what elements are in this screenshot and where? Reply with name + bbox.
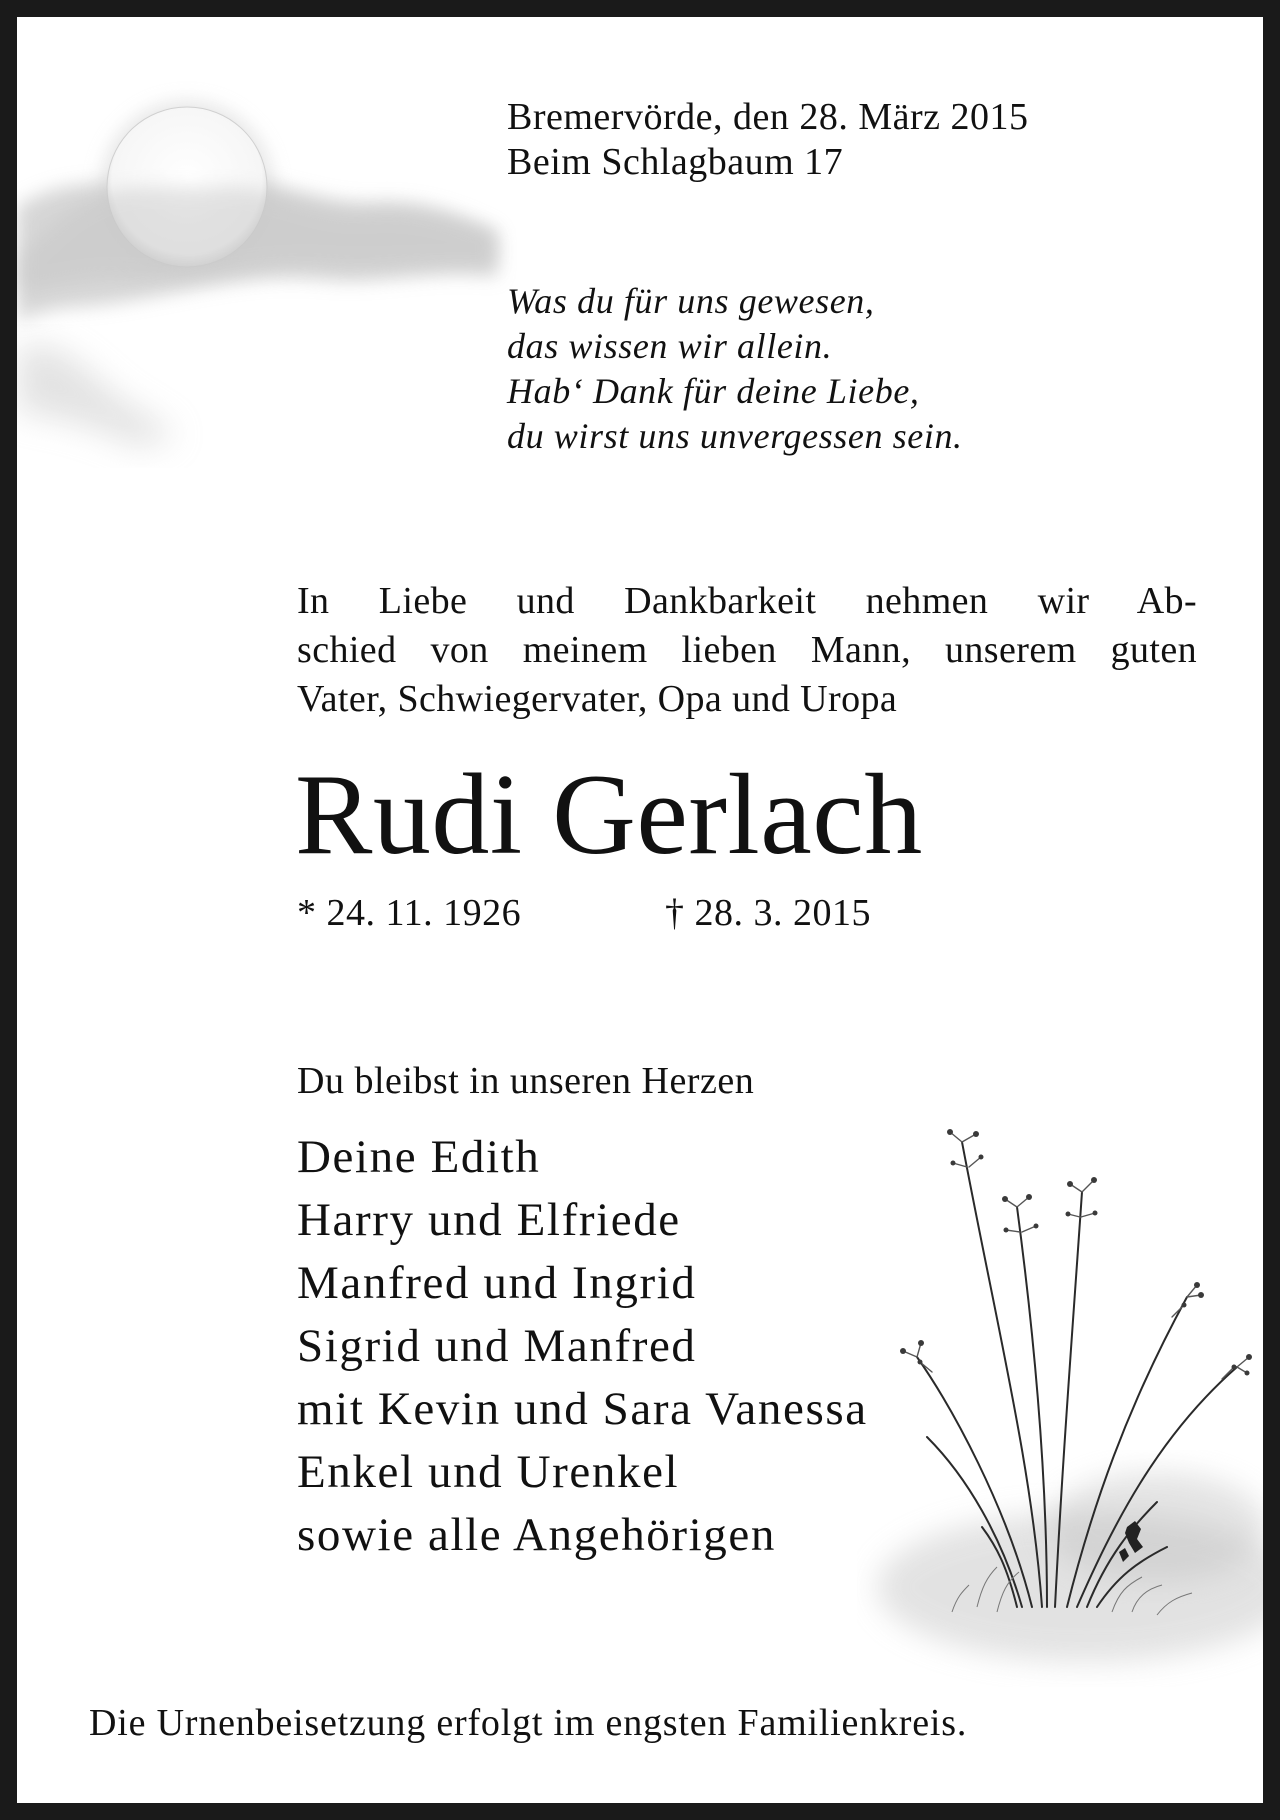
mourner: Sigrid und Manfred bbox=[297, 1320, 697, 1372]
mourner: Manfred und Ingrid bbox=[297, 1257, 697, 1309]
intro-line: Vater, Schwiegervater, Opa und Uropa bbox=[297, 678, 898, 720]
place-and-address bbox=[507, 95, 1029, 185]
mourner: Enkel und Urenkel bbox=[297, 1446, 680, 1498]
intro-line: schied von meinem lieben Mann, unserem guten bbox=[297, 629, 1197, 671]
verse-line: das wissen wir allein. bbox=[507, 326, 833, 366]
memorial-verse bbox=[507, 279, 963, 459]
remembrance-line: Du bleibst in unseren Herzen bbox=[297, 1060, 755, 1102]
death-date: † 28. 3. 2015 bbox=[665, 892, 871, 934]
mourners-list bbox=[297, 1126, 868, 1567]
moon-over-hills-illustration bbox=[17, 17, 517, 477]
mourner: Deine Edith bbox=[297, 1131, 541, 1183]
mourner: Harry und Elfriede bbox=[297, 1194, 681, 1246]
verse-line: du wirst uns unvergessen sein. bbox=[507, 416, 963, 456]
mourner: mit Kevin und Sara Vanessa bbox=[297, 1383, 868, 1435]
funeral-note: Die Urnenbeisetzung erfolgt im engsten Familienkreis. bbox=[89, 1702, 968, 1744]
place-date: Bremervörde, den 28. März 2015 bbox=[507, 96, 1029, 138]
verse-line: Was du für uns gewesen, bbox=[507, 281, 875, 321]
verse-line: Hab‘ Dank für deine Liebe, bbox=[507, 371, 920, 411]
deceased-name: Rudi Gerlach bbox=[295, 751, 923, 879]
grass-flowers-illustration bbox=[857, 1107, 1280, 1687]
birth-date: * 24. 11. 1926 bbox=[297, 892, 522, 934]
street-address: Beim Schlagbaum 17 bbox=[507, 141, 844, 183]
intro-line: In Liebe und Dankbarkeit nehmen wir Ab- bbox=[297, 580, 1197, 622]
mourner: sowie alle Angehörigen bbox=[297, 1509, 776, 1561]
intro-paragraph bbox=[297, 577, 1197, 724]
